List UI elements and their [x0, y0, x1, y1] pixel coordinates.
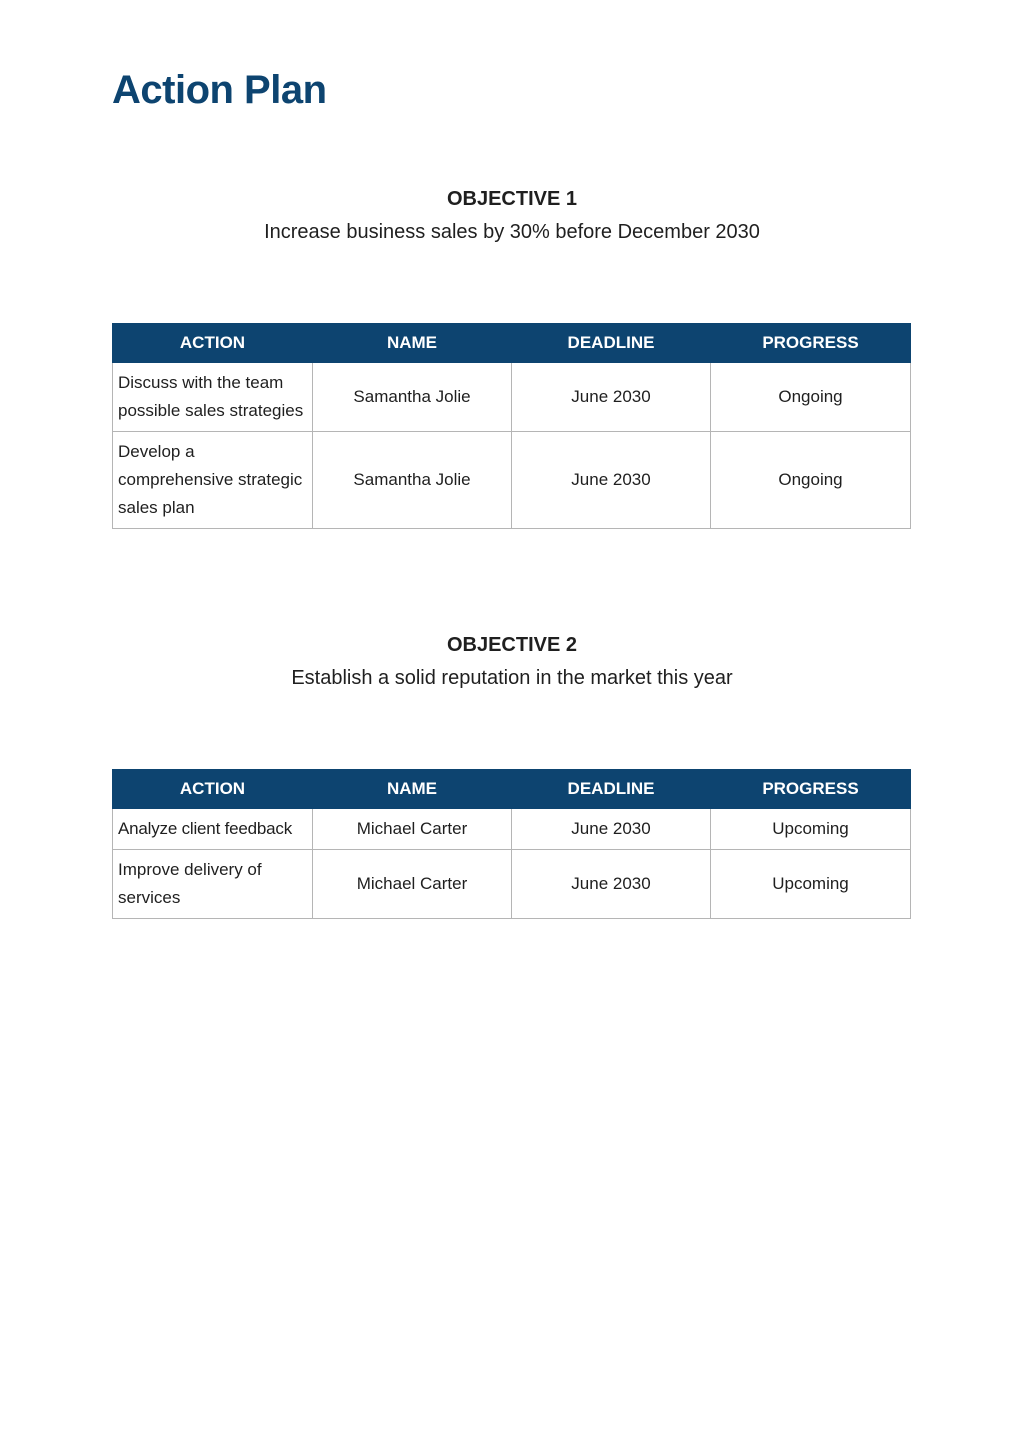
column-header-action: ACTION	[113, 770, 313, 809]
action-cell: Develop a comprehensive strategic sales plan	[113, 432, 313, 529]
objective-description: Increase business sales by 30% before December 2030	[264, 221, 760, 243]
table-row	[113, 850, 911, 919]
deadline-cell: June 2030	[512, 809, 711, 850]
table-header-row	[113, 324, 911, 363]
progress-cell: Upcoming	[711, 809, 911, 850]
column-header-action: ACTION	[113, 324, 313, 363]
progress-cell: Ongoing	[711, 363, 911, 432]
column-header-name: NAME	[313, 324, 512, 363]
column-header-deadline: DEADLINE	[512, 324, 711, 363]
column-header-deadline: DEADLINE	[512, 770, 711, 809]
table-row	[113, 809, 911, 850]
page-title: Action Plan	[112, 68, 327, 112]
action-table-objective-2	[112, 769, 911, 919]
action-cell: Discuss with the team possible sales strategies	[113, 363, 313, 432]
progress-cell: Upcoming	[711, 850, 911, 919]
action-table-objective-1	[112, 323, 911, 529]
deadline-cell: June 2030	[512, 432, 711, 529]
column-header-progress: PROGRESS	[711, 324, 911, 363]
objective-2	[0, 631, 1024, 692]
table-header-row	[113, 770, 911, 809]
name-cell: Michael Carter	[313, 850, 512, 919]
table-row	[113, 363, 911, 432]
column-header-progress: PROGRESS	[711, 770, 911, 809]
deadline-cell: June 2030	[512, 363, 711, 432]
objective-description: Establish a solid reputation in the market this year	[291, 667, 733, 689]
name-cell: Samantha Jolie	[313, 363, 512, 432]
action-cell: Analyze client feedback	[113, 809, 313, 850]
objective-1	[0, 185, 1024, 246]
name-cell: Michael Carter	[313, 809, 512, 850]
name-cell: Samantha Jolie	[313, 432, 512, 529]
objective-heading: OBJECTIVE 1	[446, 188, 578, 210]
table-row	[113, 432, 911, 529]
column-header-name: NAME	[313, 770, 512, 809]
progress-cell: Ongoing	[711, 432, 911, 529]
objective-heading: OBJECTIVE 2	[446, 634, 578, 656]
action-cell: Improve delivery of services	[113, 850, 313, 919]
deadline-cell: June 2030	[512, 850, 711, 919]
